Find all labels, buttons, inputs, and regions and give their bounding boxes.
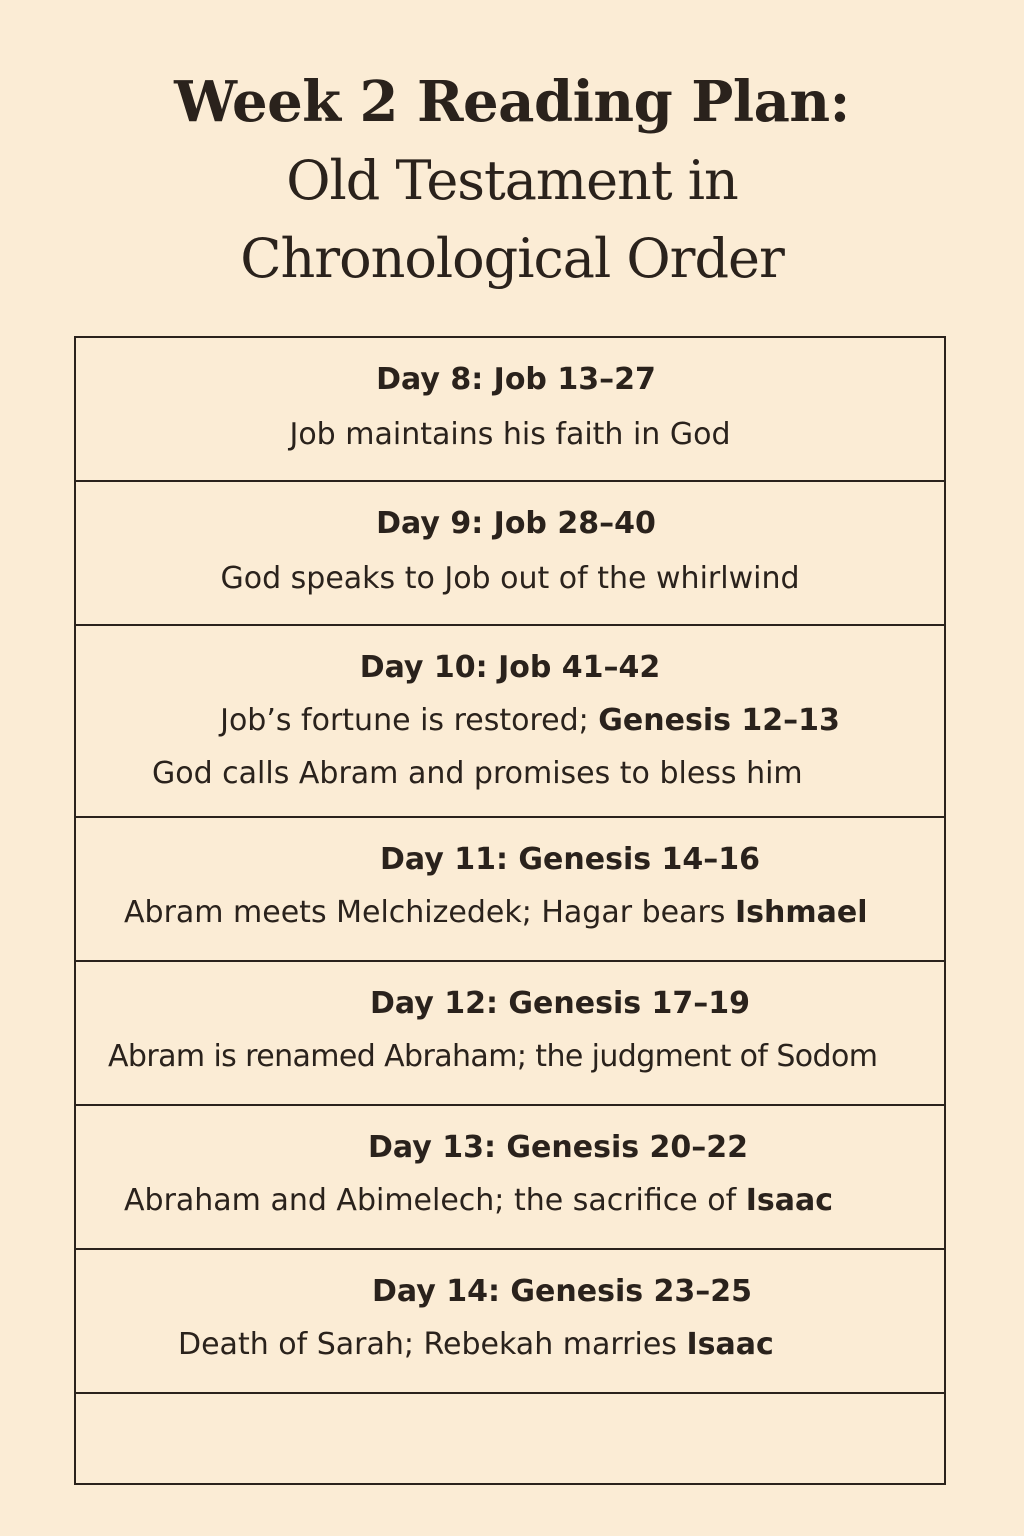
day-description bbox=[124, 893, 868, 933]
reading-plan-table bbox=[74, 336, 946, 1485]
day-header: Day 8: Job 13–27 bbox=[376, 362, 656, 397]
name-highlight: Isaac bbox=[686, 1327, 774, 1362]
day-header: Day 14: Genesis 23–25 bbox=[372, 1274, 753, 1309]
day-description bbox=[76, 701, 964, 741]
day-description-text: Job’s fortune is restored; bbox=[220, 703, 599, 738]
day-row-14 bbox=[76, 1250, 944, 1394]
day-description: Abram is renamed Abraham; the judgment of Sodom bbox=[108, 1039, 878, 1074]
scripture-reference: Genesis 12–13 bbox=[598, 703, 840, 738]
day-row-12 bbox=[76, 962, 944, 1106]
day-description-second: God calls Abram and promises to bless him bbox=[152, 756, 803, 791]
day-header: Day 12: Genesis 17–19 bbox=[370, 986, 751, 1021]
day-description bbox=[178, 1325, 774, 1365]
day-row-10 bbox=[76, 626, 944, 818]
title-line-1: Week 2 Reading Plan: bbox=[174, 69, 850, 135]
day-description: God speaks to Job out of the whirlwind bbox=[220, 561, 800, 596]
day-header: Day 9: Job 28–40 bbox=[376, 506, 656, 541]
page-title bbox=[0, 62, 1024, 298]
title-line-3: Chronological Order bbox=[240, 227, 784, 290]
day-description bbox=[124, 1181, 833, 1221]
day-header: Day 11: Genesis 14–16 bbox=[380, 842, 761, 877]
day-header: Day 10: Job 41–42 bbox=[359, 650, 661, 685]
name-highlight: Isaac bbox=[745, 1183, 834, 1218]
day-header: Day 13: Genesis 20–22 bbox=[368, 1130, 749, 1165]
empty-row bbox=[76, 1394, 944, 1483]
day-description-text: Abraham and Abimelech; the sacrifice of bbox=[124, 1183, 746, 1218]
title-line-2: Old Testament in bbox=[286, 149, 738, 212]
day-description: Job maintains his faith in God bbox=[289, 417, 731, 452]
day-row-13 bbox=[76, 1106, 944, 1250]
day-row-9 bbox=[76, 482, 944, 626]
day-row-11 bbox=[76, 818, 944, 962]
day-description-text: Abram meets Melchizedek; Hagar bears bbox=[124, 895, 735, 930]
name-highlight: Ishmael bbox=[734, 895, 868, 930]
day-description-text: Death of Sarah; Rebekah marries bbox=[178, 1327, 687, 1362]
day-row-8 bbox=[76, 338, 944, 482]
